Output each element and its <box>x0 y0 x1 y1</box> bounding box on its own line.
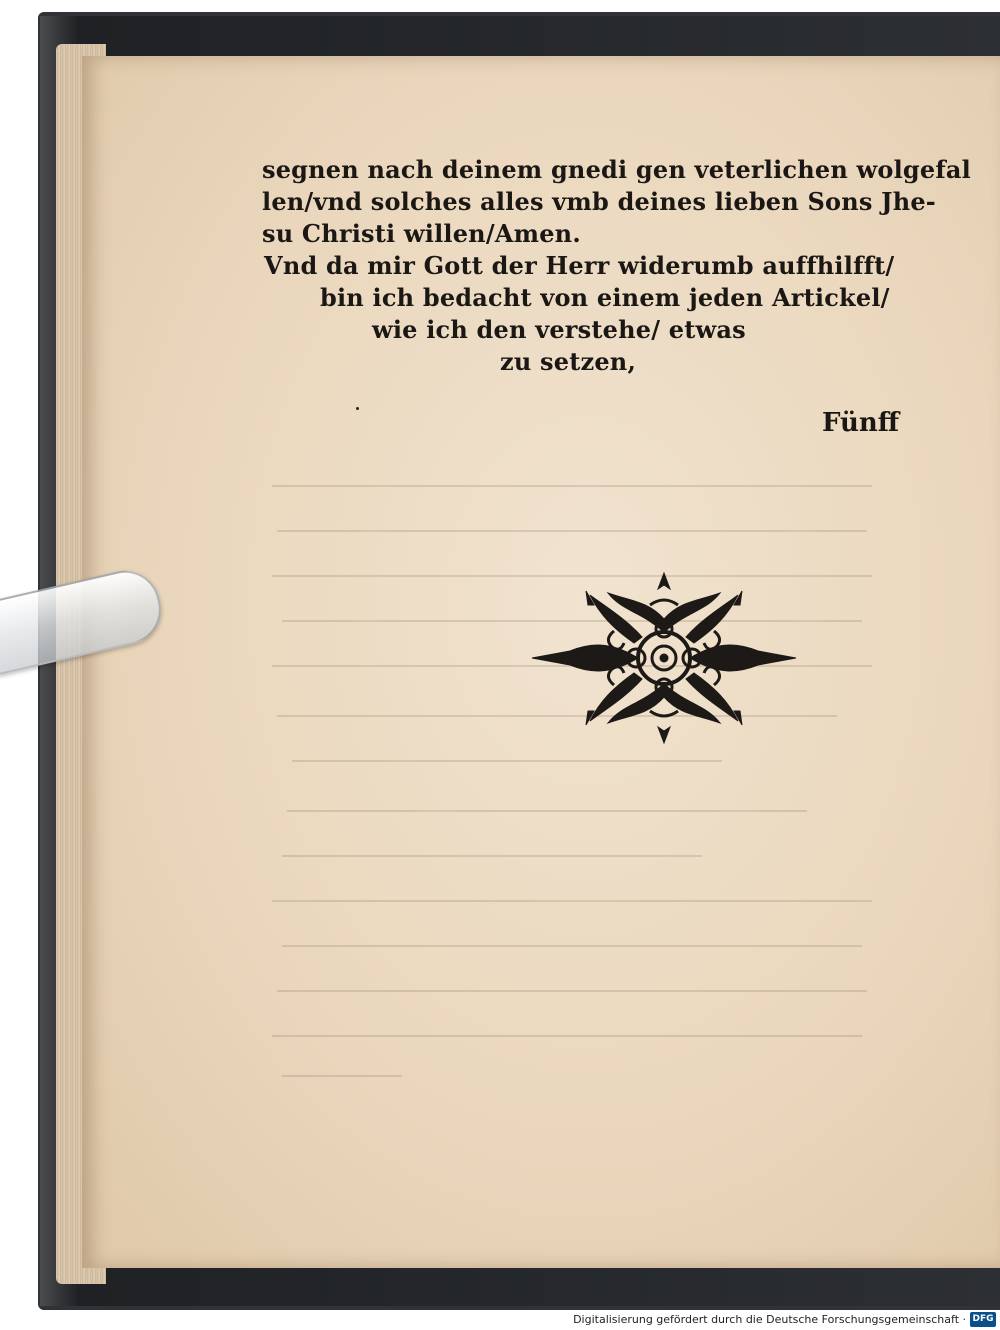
footer-bar <box>0 1310 1000 1330</box>
text-line-4: Vnd da mir Gott der Herr widerumb auffhilfft/ <box>264 251 895 280</box>
footer-credit: Digitalisierung gefördert durch die Deutsche Forschungsgemeinschaft · <box>573 1313 966 1326</box>
text-line-6: wie ich den verstehe/ etwas <box>372 315 746 344</box>
catchword: Fünff <box>822 408 900 438</box>
dfg-logo: DFG <box>970 1312 996 1327</box>
text-line-3: su Christi willen/Amen. <box>262 219 581 248</box>
text-line-1: segnen nach deinem gnedi gen veterlichen wolgefal <box>262 155 971 184</box>
printer-mark-dot <box>356 407 359 410</box>
text-line-2: len/vnd solches alles vmb deines lieben Sons Jhe- <box>262 187 936 216</box>
text-line-5: bin ich bedacht von einem jeden Artickel/ <box>320 283 890 312</box>
main-text-block <box>262 154 971 378</box>
printer-ornament <box>530 571 798 745</box>
book-page <box>82 56 1000 1268</box>
text-line-7: zu setzen, <box>500 347 637 376</box>
